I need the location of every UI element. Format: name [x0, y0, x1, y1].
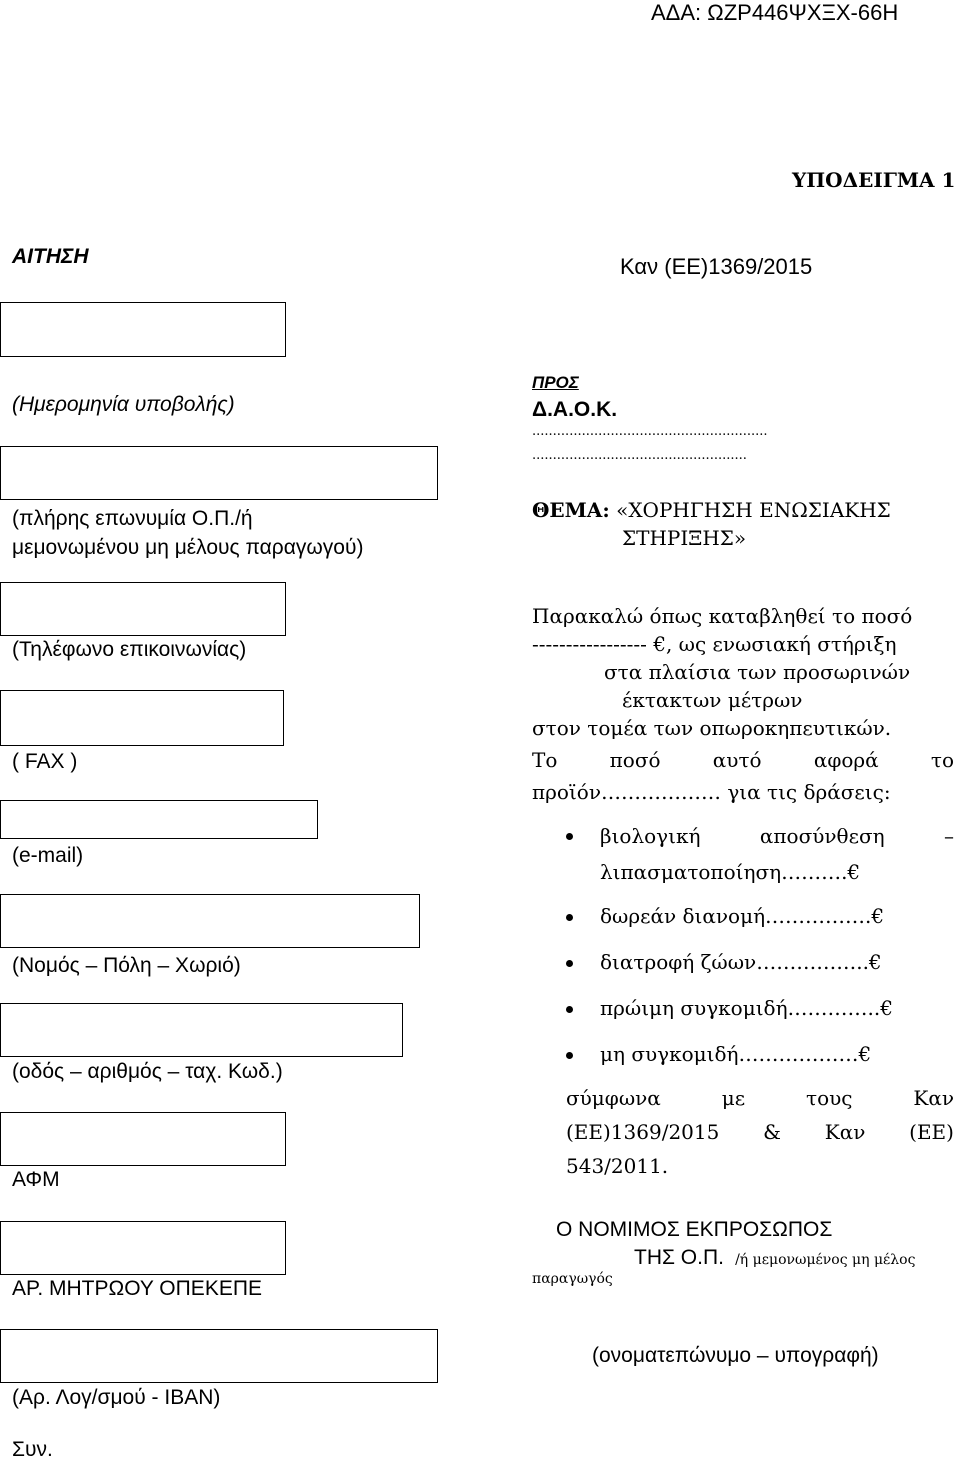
body-line4: έκτακτων μέτρων: [622, 688, 803, 712]
compliance-word: τους: [806, 1086, 853, 1110]
body-line5: στον τομέα των οπωροκηπευτικών.: [532, 716, 892, 740]
name-field[interactable]: [0, 446, 438, 500]
body-line2: ----------------- €, ως ενωσιακή στήριξη: [532, 632, 897, 656]
opekepe-field[interactable]: [0, 1221, 286, 1275]
recipient-to: ΠΡΟΣ: [532, 373, 579, 392]
bullet-icon: [566, 1052, 573, 1059]
subject-line2: ΣΤΗΡΙΞΗΣ»: [622, 526, 747, 550]
fax-label: ( FAX ): [12, 750, 78, 773]
signature-line2: [634, 1244, 915, 1274]
address-label: (οδός – αριθμός – ταχ. Κωδ.): [12, 1060, 283, 1083]
body-word: ποσό: [609, 748, 661, 772]
body-line3: στα πλαίσια των προσωρινών: [604, 660, 911, 684]
date-field[interactable]: [0, 302, 286, 357]
action-word: αποσύνθεση: [759, 824, 885, 848]
attachments-label: Συν.: [12, 1438, 53, 1461]
body-line7: προϊόν……………… για τις δράσεις:: [532, 780, 891, 804]
application-title: ΑΙΤΗΣΗ: [12, 245, 89, 268]
compliance-word: Καν: [913, 1086, 954, 1110]
body-word: αφορά: [813, 748, 879, 772]
recipient-org: Δ.Α.Ο.Κ.: [532, 398, 618, 421]
signature-org: ΤΗΣ Ο.Π.: [634, 1246, 724, 1269]
compliance-word: με: [721, 1086, 746, 1110]
iban-label: (Αρ. Λογ/σμού - IBAN): [12, 1386, 221, 1409]
region-field[interactable]: [0, 894, 420, 948]
action-3: διατροφή ζώων……………..€: [600, 950, 882, 974]
signature-individual: /ή μεμονωμένος μη μέλος: [735, 1252, 916, 1268]
action-1-line1: [600, 820, 954, 852]
afm-field[interactable]: [0, 1112, 286, 1166]
subject-text-1: «ΧΟΡΗΓΗΣΗ ΕΝΩΣΙΑΚΗΣ: [616, 498, 891, 522]
regulation-label: Καν (ΕΕ)1369/2015: [620, 254, 813, 279]
region-label: (Νομός – Πόλη – Χωριό): [12, 954, 241, 977]
name-label-line2: μεμονωμένου μη μέλους παραγωγού): [12, 536, 364, 559]
action-word: βιολογική: [600, 824, 701, 848]
body-word: Το: [532, 748, 558, 772]
action-2: δωρεάν διανομή…………….€: [600, 904, 885, 928]
date-label: (Ημερομηνία υποβολής): [12, 393, 235, 416]
fax-field[interactable]: [0, 690, 284, 746]
action-4: πρώιμη συγκομιδή…………..€: [600, 996, 893, 1020]
bullet-icon: [566, 960, 573, 967]
action-1-line2: λιπασματοποίηση……….€: [600, 860, 861, 884]
opekepe-label: ΑΡ. ΜΗΤΡΩΟΥ ΟΠΕΚΕΠΕ: [12, 1277, 263, 1300]
action-word: –: [944, 824, 954, 848]
email-label: (e-mail): [12, 844, 84, 867]
phone-label: (Τηλέφωνο επικοινωνίας): [12, 638, 247, 661]
signature-producer: παραγωγός: [532, 1271, 613, 1287]
phone-field[interactable]: [0, 582, 286, 636]
iban-field[interactable]: [0, 1329, 438, 1383]
subject-line1: [532, 496, 891, 524]
ada-code: ΑΔΑ: ΩΖΡ446ΨΧΞΧ-66Η: [651, 0, 899, 25]
recipient-dots-2: ....................................................: [532, 448, 747, 463]
body-word: αυτό: [712, 748, 762, 772]
recipient-dots-1: .........................................................: [532, 424, 768, 439]
signature-title: Ο ΝΟΜΙΜΟΣ ΕΚΠΡΟΣΩΠΟΣ: [556, 1218, 833, 1241]
body-word: το: [930, 748, 954, 772]
compliance-line2: [566, 1116, 954, 1148]
subject-label: ΘΕΜΑ:: [532, 498, 610, 522]
bullet-icon: [566, 914, 573, 921]
address-field[interactable]: [0, 1003, 403, 1057]
compliance-word: σύμφωνα: [566, 1086, 661, 1110]
compliance-word: &: [763, 1120, 781, 1144]
sample-label: ΥΠΟΔΕΙΓΜΑ 1: [792, 168, 956, 192]
compliance-word: Καν: [824, 1120, 866, 1144]
email-field[interactable]: [0, 800, 318, 839]
bullet-icon: [566, 1006, 573, 1013]
action-5: μη συγκομιδή………………€: [600, 1042, 872, 1066]
bullet-icon: [566, 833, 573, 840]
compliance-line1: [566, 1082, 954, 1114]
name-label-line1: (πλήρης επωνυμία Ο.Π./ή: [12, 507, 253, 530]
compliance-word: (ΕΕ)1369/2015: [566, 1120, 720, 1144]
compliance-word: (ΕΕ): [909, 1120, 954, 1144]
compliance-line3: 543/2011.: [566, 1154, 669, 1178]
body-line6: [532, 744, 954, 776]
body-line1: Παρακαλώ όπως καταβληθεί το ποσό: [532, 604, 913, 628]
afm-label: ΑΦΜ: [12, 1168, 60, 1191]
signature-line: (ονοματεπώνυμο – υπογραφή): [592, 1344, 879, 1367]
